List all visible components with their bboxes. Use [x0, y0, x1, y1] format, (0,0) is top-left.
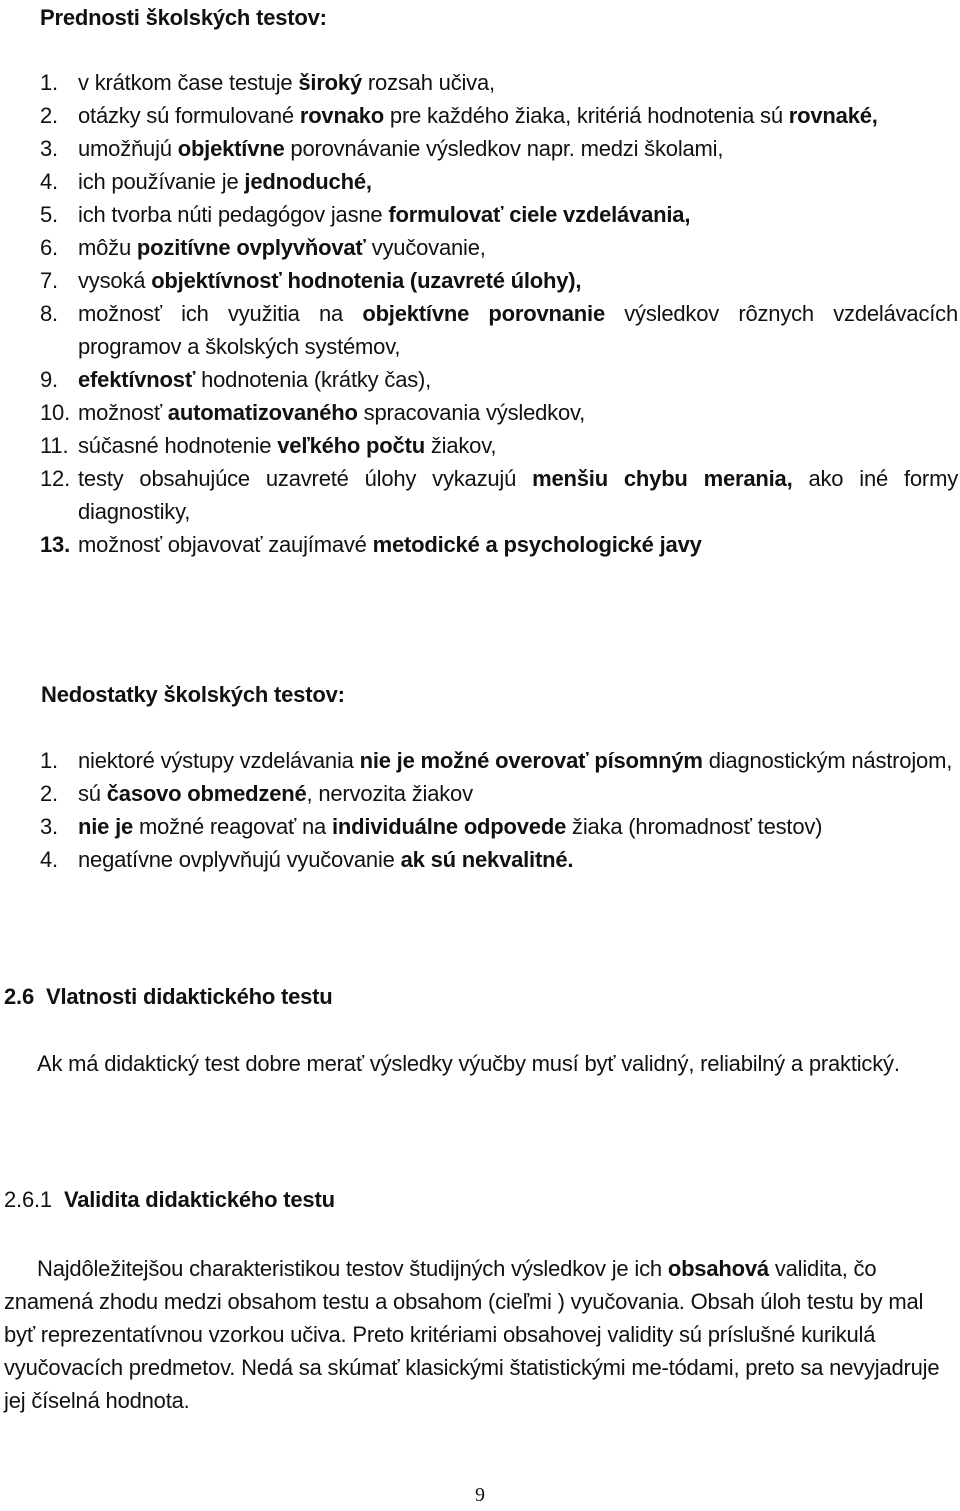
emphasis-text: obsahová	[667, 1256, 769, 1281]
list-item-number: 2.	[40, 103, 58, 128]
list-item-number: 1.	[40, 70, 58, 95]
list-item-number: 2.	[40, 781, 58, 806]
list-item	[40, 744, 958, 777]
text-run: súčasné hodnotenie	[78, 433, 278, 458]
emphasis-text: objektívne	[177, 136, 285, 161]
text-run: , nervozita žiakov	[306, 781, 473, 806]
emphasis-text: individuálne odpovede	[331, 814, 567, 839]
list-item	[40, 99, 958, 132]
list-item	[40, 132, 958, 165]
list-item	[40, 528, 958, 561]
text-run: otázky sú formulované	[78, 103, 300, 128]
text-run: ako iné formy diagnostiky,	[78, 466, 958, 524]
list-item-number: 5.	[40, 202, 58, 227]
text-run: výsledkov rôznych vzdelávacích programov a školských systémov,	[78, 301, 958, 359]
emphasis-text: nie je možné overovať písomným	[359, 748, 703, 773]
list-item-text	[78, 462, 958, 528]
list-item-number: 4.	[40, 847, 58, 872]
section-title: Validita didaktického testu	[63, 1187, 335, 1212]
list-item-text	[78, 99, 958, 132]
section-2-6-paragraph	[4, 1047, 904, 1080]
list-item-number: 7.	[40, 268, 58, 293]
text-run: diagnostickým nástrojom,	[702, 748, 953, 773]
list-item-number: 3.	[40, 814, 58, 839]
list-item-number: 3.	[40, 136, 58, 161]
text-run: rozsah učiva,	[362, 70, 495, 95]
emphasis-text: objektívnosť hodnotenia (uzavreté úlohy),	[151, 268, 582, 293]
list-item-number: 13.	[40, 532, 70, 557]
text-run: porovnávanie výsledkov napr. medzi školami,	[284, 136, 724, 161]
text-run: umožňujú	[78, 136, 178, 161]
list-item-text	[78, 198, 958, 231]
text-run: niektoré výstupy vzdelávania	[78, 748, 360, 773]
section-number: 2.6	[4, 984, 34, 1009]
text-run: možné reagovať na	[133, 814, 332, 839]
text-run: možnosť	[78, 400, 168, 425]
emphasis-text: efektívnosť	[78, 367, 196, 392]
section-title: Vlatnosti didaktického testu	[45, 984, 333, 1009]
section-number: 2.6.1	[4, 1187, 52, 1212]
text-run: hodnotenia (krátky čas),	[195, 367, 432, 392]
list-item-text	[78, 528, 958, 561]
text-run: v krátkom čase testuje	[78, 70, 299, 95]
list-item-text	[78, 66, 958, 99]
text-run: negatívne ovplyvňujú vyučovanie	[78, 847, 401, 872]
list-item-number: 10.	[40, 400, 70, 425]
page-number: 9	[475, 1484, 485, 1506]
emphasis-text: široký	[298, 70, 362, 95]
list-item	[40, 231, 958, 264]
emphasis-text: menšiu chybu merania,	[532, 466, 793, 491]
list-item	[40, 264, 958, 297]
list-item	[40, 462, 958, 528]
advantages-heading: Prednosti školských testov:	[40, 5, 327, 30]
emphasis-text: rovnako	[299, 103, 385, 128]
emphasis-text: nie je	[78, 814, 134, 839]
list-item-number: 9.	[40, 367, 58, 392]
list-item-text	[78, 777, 958, 810]
list-item-text	[78, 744, 958, 777]
emphasis-text: objektívne porovnanie	[362, 301, 605, 326]
list-item-number: 4.	[40, 169, 58, 194]
emphasis-text: ak sú nekvalitné.	[400, 847, 574, 872]
disadvantages-list	[40, 744, 958, 876]
text-run: môžu	[78, 235, 137, 260]
list-item-number: 1.	[40, 748, 58, 773]
text-run: pre každého žiaka, kritériá hodnotenia sú	[384, 103, 789, 128]
list-item-text	[78, 396, 958, 429]
list-item-text	[78, 231, 958, 264]
disadvantages-heading: Nedostatky školských testov:	[41, 682, 345, 707]
list-item	[40, 165, 958, 198]
list-item	[40, 429, 958, 462]
text-run: vyučovanie,	[365, 235, 486, 260]
list-item-text	[78, 429, 958, 462]
text-run: spracovania výsledkov,	[357, 400, 586, 425]
advantages-list	[40, 66, 958, 561]
text-run: žiakov,	[424, 433, 497, 458]
text-run: testy obsahujúce uzavreté úlohy vykazujú	[78, 466, 533, 491]
list-item-text	[78, 297, 958, 363]
emphasis-text: rovnaké,	[788, 103, 878, 128]
list-item	[40, 777, 958, 810]
text-run: ich tvorba núti pedagógov jasne	[78, 202, 389, 227]
text-run: validita, čo znamená zhodu medzi obsahom testu a obsahom (cieľmi ) vyučovania. Obsah úloh testu by mal byť reprezentatívnou vzorkou učiva. Preto kritériami obsahovej validity sú príslušné kurikulá vyučovacích predmetov. Nedá sa skúmať klasickými štatistickými me-tódami, preto sa nevyjadruje jej číselná hodnota.	[4, 1256, 940, 1413]
list-item	[40, 66, 958, 99]
text-run: žiaka (hromadnosť testov)	[566, 814, 823, 839]
emphasis-text: časovo obmedzené	[106, 781, 307, 806]
list-item-text	[78, 264, 958, 297]
text-run: ich používanie je	[78, 169, 245, 194]
list-item-text	[78, 132, 958, 165]
list-item-number: 12.	[40, 466, 70, 491]
list-item-text	[78, 363, 958, 396]
list-item	[40, 396, 958, 429]
emphasis-text: jednoduché,	[244, 169, 372, 194]
paragraph-text: Ak má didaktický test dobre merať výsledky výučby musí byť validný, reliabilný a praktický.	[37, 1051, 900, 1076]
list-item-number: 11.	[40, 433, 69, 458]
text-run: sú	[78, 781, 107, 806]
list-item	[40, 297, 958, 363]
text-run: vysoká	[78, 268, 152, 293]
list-item-number: 6.	[40, 235, 58, 260]
section-2-6-1-paragraph	[4, 1252, 950, 1417]
list-item	[40, 363, 958, 396]
text-run: možnosť ich využitia na	[78, 301, 363, 326]
emphasis-text: automatizovaného	[167, 400, 358, 425]
list-item	[40, 810, 958, 843]
text-run: Najdôležitejšou charakteristikou testov študijných výsledkov je ich	[37, 1256, 668, 1281]
list-item	[40, 843, 958, 876]
list-item-text	[78, 810, 958, 843]
emphasis-text: metodické a psychologické javy	[372, 532, 702, 557]
text-run: možnosť objavovať zaujímavé	[78, 532, 373, 557]
section-2-6-heading	[4, 983, 333, 1011]
list-item-text	[78, 843, 958, 876]
emphasis-text: formulovať ciele vzdelávania,	[388, 202, 691, 227]
list-item	[40, 198, 958, 231]
emphasis-text: veľkého počtu	[277, 433, 425, 458]
list-item-text	[78, 165, 958, 198]
list-item-number: 8.	[40, 301, 58, 326]
emphasis-text: pozitívne ovplyvňovať	[136, 235, 366, 260]
section-2-6-1-heading	[4, 1186, 335, 1214]
